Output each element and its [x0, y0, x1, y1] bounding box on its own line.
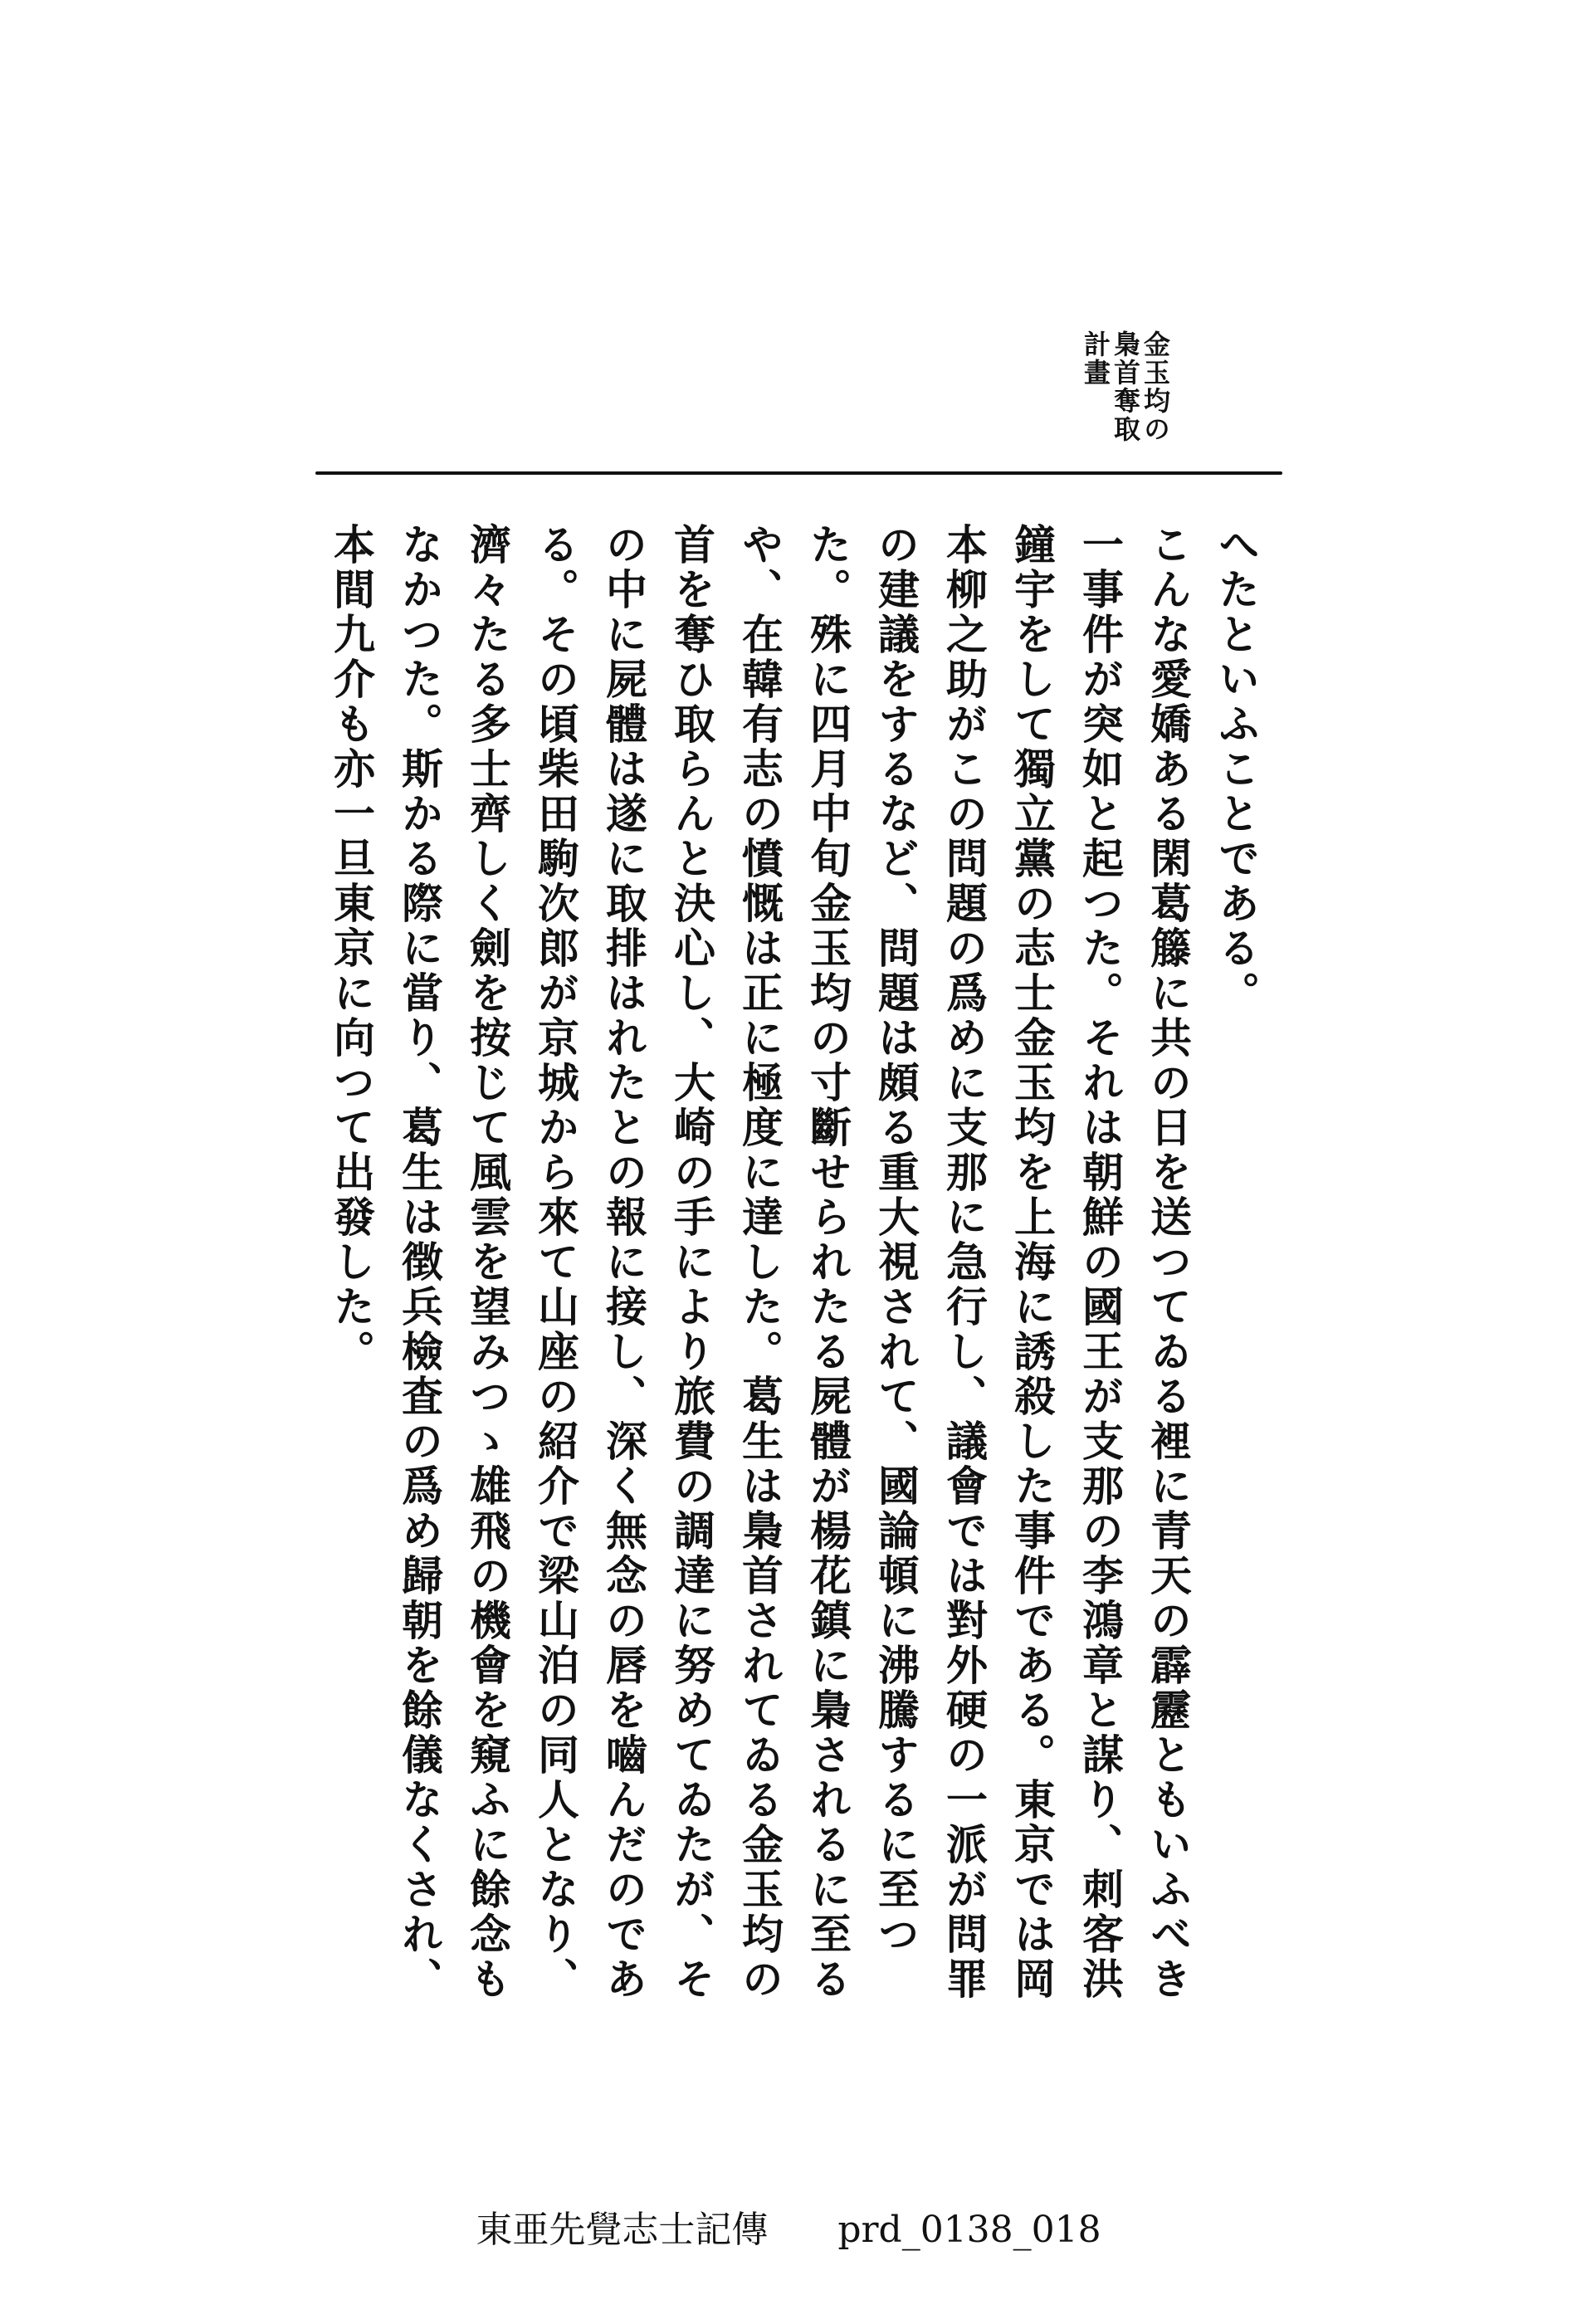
page-id: prd_0138_018	[837, 2209, 1101, 2251]
book-title: 東亜先覺志士記傳	[476, 2209, 769, 2251]
paragraph-main: こんな愛嬌ある閑葛籐に共の日を送つてゐる裡に青天の霹靂ともいふべき一事件が突如と起つた。それは朝鮮の國王が支那の李鴻章と謀り、刺客洪鐘宇をして獨立黨の志士金玉均を上海に誘殺した事件である。東京では岡本柳之助がこの問題の爲めに支那に急行し、議會では對外硬の一派が問罪の建議をするなど、問題は頗る重大視されて、國論頓に沸騰するに至つた。殊に四月中旬金玉均の寸斷せられたる屍體が楊花鎮に梟されるに至るや、在韓有志の憤慨は正に極度に達した。葛生は梟首されてゐる金玉均の首を奪ひ取らんと決心し、大崎の手により旅費の調達に努めてゐたが、その中に屍體は遂に取排はれたとの報に接し、深く無念の唇を嚙んだのである。その頃柴田駒次郎が京城から來て山座の紹介で梁山泊の同人となり、濟々たる多士齊しく劍を按じて風雲を望みつゝ雄飛の機會を窺ふに餘念もなかつた。斯かる際に當り、葛生は徴兵檢査の爲め歸朝を餘儀なくされ、本間九介も亦一旦東京に向つて出發した。	[327, 523, 1193, 2002]
horizontal-rule	[315, 471, 1282, 475]
paragraph-opening: へたといふことである。	[1212, 523, 1261, 1016]
page-footer	[0, 2200, 1577, 2253]
margin-note-line: 計畫	[1080, 330, 1111, 387]
margin-note-line: 金玉均の	[1140, 330, 1171, 443]
margin-note-line: 梟首奪取	[1110, 330, 1141, 443]
margin-note	[1071, 330, 1170, 455]
body-text	[327, 523, 1270, 2034]
